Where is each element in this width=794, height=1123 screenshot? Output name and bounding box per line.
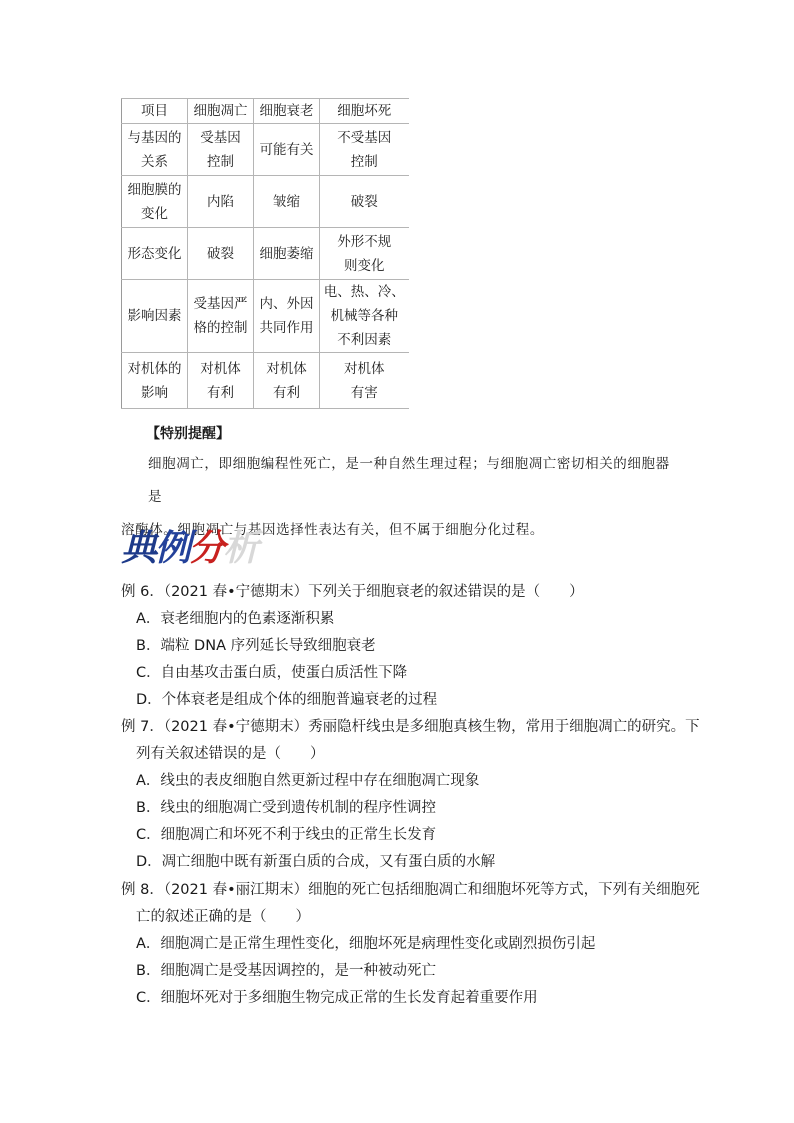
question-stem: 例 8．（2021 春•丽江期末）细胞的死亡包括细胞凋亡和细胞坏死等方式，下列有关细胞死	[121, 882, 700, 898]
header-cell: 细胞凋亡	[188, 99, 254, 124]
comparison-table	[121, 98, 409, 409]
answer-option: A．细胞凋亡是正常生理性变化，细胞坏死是病理性变化或剧烈损伤引起	[136, 936, 596, 952]
table-cell: 破裂	[320, 176, 409, 228]
table-cell: 与基因的 关系	[122, 124, 188, 176]
table-row	[122, 280, 409, 353]
header-cell: 细胞坏死	[320, 99, 409, 124]
table-cell: 对机体 有害	[320, 353, 409, 409]
table-cell: 受基因 控制	[188, 124, 254, 176]
question-stem: 例 6．（2021 春•宁德期末）下列关于细胞衰老的叙述错误的是（ ）	[121, 584, 584, 600]
table-cell: 细胞萎缩	[254, 228, 320, 280]
table-cell: 不受基因 控制	[320, 124, 409, 176]
question-stem-continued: 列有关叙述错误的是（ ）	[136, 746, 325, 762]
table-cell: 对机体 有利	[188, 353, 254, 409]
question-stem-continued: 亡的叙述正确的是（ ）	[136, 909, 310, 925]
section-banner-logo: 典例分析	[121, 528, 258, 569]
table-cell: 细胞膜的 变化	[122, 176, 188, 228]
question-stem: 例 7．（2021 春•宁德期末）秀丽隐杆线虫是多细胞真核生物，常用于细胞凋亡的研究。下	[121, 719, 700, 735]
answer-option: B．端粒 DNA 序列延长导致细胞衰老	[136, 638, 376, 654]
table-cell: 内陷	[188, 176, 254, 228]
header-cell: 项目	[122, 99, 188, 124]
table-row	[122, 353, 409, 409]
table-header-row	[122, 99, 409, 124]
table-cell: 破裂	[188, 228, 254, 280]
table-cell: 对机体 有利	[254, 353, 320, 409]
header-cell: 细胞衰老	[254, 99, 320, 124]
table-cell: 皱缩	[254, 176, 320, 228]
table-cell: 影响因素	[122, 280, 188, 353]
tip-line: 细胞凋亡，即细胞编程性死亡，是一种自然生理过程；与细胞凋亡密切相关的细胞器是	[148, 456, 670, 505]
table-cell: 内、外因 共同作用	[254, 280, 320, 353]
table-cell: 可能有关	[254, 124, 320, 176]
table-cell: 受基因严 格的控制	[188, 280, 254, 353]
answer-option: A．衰老细胞内的色素逐渐积累	[136, 611, 335, 627]
table-cell: 对机体的 影响	[122, 353, 188, 409]
table-row	[122, 176, 409, 228]
table-row	[122, 228, 409, 280]
table-cell: 形态变化	[122, 228, 188, 280]
answer-option: C．自由基攻击蛋白质，使蛋白质活性下降	[136, 665, 408, 681]
tip-line: 溶酶体。细胞凋亡与基因选择性表达有关，但不属于细胞分化过程。	[121, 522, 544, 538]
answer-option: B．线虫的细胞凋亡受到遗传机制的程序性调控	[136, 800, 436, 816]
tip-title: 【特别提醒】	[146, 426, 230, 442]
answer-option: B．细胞凋亡是受基因调控的，是一种被动死亡	[136, 963, 436, 979]
table-row	[122, 124, 409, 176]
table-cell: 电、热、冷、 机械等各种 不利因素	[320, 280, 409, 353]
answer-option: D．凋亡细胞中既有新蛋白质的合成，又有蛋白质的水解	[136, 854, 496, 870]
answer-option: C．细胞坏死对于多细胞生物完成正常的生长发育起着重要作用	[136, 990, 538, 1006]
answer-option: D．个体衰老是组成个体的细胞普遍衰老的过程	[136, 692, 438, 708]
answer-option: A．线虫的表皮细胞自然更新过程中存在细胞凋亡现象	[136, 773, 480, 789]
answer-option: C．细胞凋亡和坏死不利于线虫的正常生长发育	[136, 827, 437, 843]
table-cell: 外形不规 则变化	[320, 228, 409, 280]
